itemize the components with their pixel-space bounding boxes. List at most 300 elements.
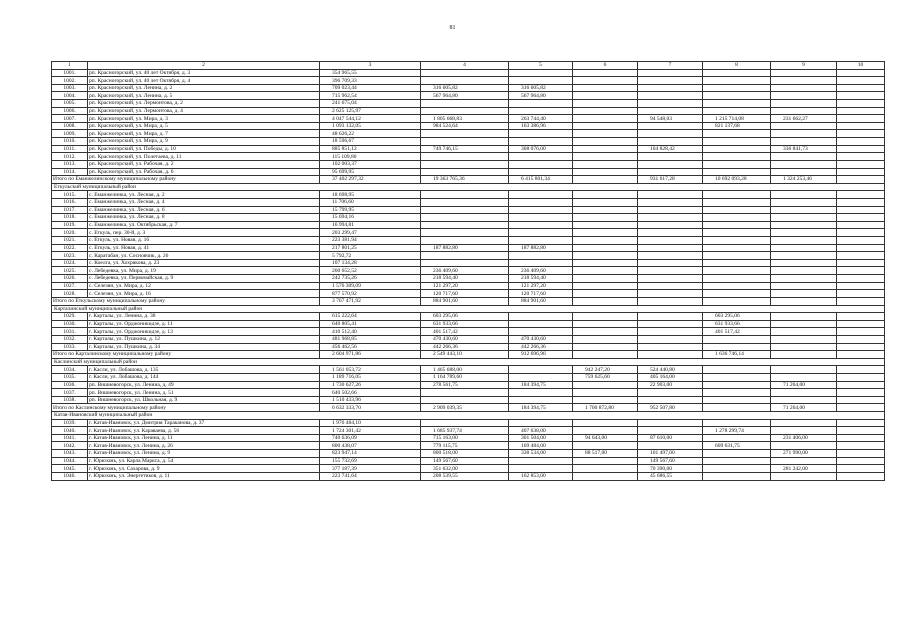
amount-cell [509,229,573,237]
amount-cell [638,214,703,222]
district-total-row [52,351,885,359]
amount-cell: 70 390,00 [638,465,703,473]
amount-cell [638,198,703,206]
amount-cell [421,168,509,176]
amount-cell: 1 215 714,08 [703,115,771,123]
address: с. Лебедевка, ул. Первомайская, д. 9 [88,275,320,283]
amount-cell: 631 933,66 [703,320,771,328]
amount-cell [421,389,509,397]
address: с. Коелга, ул. Хохрякова, д. 23 [88,259,320,267]
amount-cell [703,221,771,229]
amount-cell [771,130,837,138]
address: г. Карталы, ул. Орджоникидзе, д. 11 [88,320,320,328]
amount-cell [837,122,885,130]
amount-cell [837,244,885,252]
row-number: 1037. [52,389,88,397]
address: г. Карталы, ул. Пушкина, д. 12 [88,335,320,343]
amount-cell [837,465,885,473]
amount-cell [837,92,885,100]
district-header-row [52,412,885,420]
amount-cell: 203 299,47 [320,229,421,237]
amount-cell [421,198,509,206]
amount-cell [837,419,885,427]
amount-cell: 316 605,82 [421,84,509,92]
amount-cell: 396 709,33 [320,77,421,85]
address: с. Еткуль, ул. Новая, д. 16 [88,237,320,245]
amount-cell [573,229,638,237]
amount-cell [509,160,573,168]
total-cell [573,351,638,359]
amount-cell [771,313,837,321]
amount-cell [509,320,573,328]
amount-cell [837,335,885,343]
amount-cell [703,145,771,153]
amount-cell [421,153,509,161]
amount-cell [771,107,837,115]
amount-cell [771,221,837,229]
amount-cell [638,100,703,108]
amount-cell: 640 805,41 [320,320,421,328]
total-cell: 6 415 801,34 [509,176,573,184]
amount-cell [837,366,885,374]
address: г. Юрюзань, ул. Карла Маркса, д. 54 [88,457,320,465]
district-total-row [52,297,885,305]
table-row [52,259,885,267]
amount-cell: 217 801,25 [320,244,421,252]
amount-cell [837,275,885,283]
address: рп. Красногорский, ул. Мира, д. 3 [88,115,320,123]
table-row [52,328,885,336]
amount-cell [837,252,885,260]
capital-repair-table [51,61,885,481]
address: рп. Вишневогорск, ул. Ленина, д. 51 [88,389,320,397]
amount-cell [638,191,703,199]
amount-cell: 115 109,80 [320,153,421,161]
amount-cell: 715 163,00 [421,434,509,442]
table-row [52,145,885,153]
amount-cell [421,69,509,77]
total-cell: 71 264,00 [771,404,837,412]
table-row [52,84,885,92]
table-row [52,69,885,77]
row-number: 1015. [52,191,88,199]
amount-cell [421,419,509,427]
table-row [52,465,885,473]
amount-cell [573,381,638,389]
amount-cell [573,282,638,290]
amount-cell [771,252,837,260]
amount-cell [703,450,771,458]
amount-cell [837,434,885,442]
table-row [52,252,885,260]
amount-cell: 236 409,60 [421,267,509,275]
amount-cell: 338 534,00 [509,450,573,458]
amount-cell [837,206,885,214]
amount-cell [573,206,638,214]
amount-cell [703,366,771,374]
amount-cell: 208 539,55 [421,472,509,480]
table-row [52,343,885,351]
amount-cell: 149 567,60 [638,457,703,465]
amount-cell [421,229,509,237]
amount-cell [837,153,885,161]
row-number: 1007. [52,115,88,123]
amount-cell [573,84,638,92]
amount-cell: 155 732,69 [320,457,421,465]
address: г. Касли, ул. Лобашова, д. 144 [88,373,320,381]
amount-cell [509,259,573,267]
table-row [52,237,885,245]
amount-cell: 631 933,66 [421,320,509,328]
amount-cell: 759 625,60 [573,373,638,381]
row-number: 1016. [52,198,88,206]
amount-cell [573,313,638,321]
address: г. Юрюзань, ул. Энергетиков, д. 11 [88,472,320,480]
table-row [52,427,885,435]
amount-cell: 95 699,95 [320,168,421,176]
amount-cell: 567 964,80 [509,92,573,100]
amount-cell [771,244,837,252]
amount-cell: 800 518,00 [421,450,509,458]
row-number: 1006. [52,107,88,115]
amount-cell: 1 189 716,05 [320,373,421,381]
amount-cell [573,343,638,351]
amount-cell [771,229,837,237]
amount-cell [421,252,509,260]
row-number: 1020. [52,229,88,237]
amount-cell [638,206,703,214]
amount-cell [837,396,885,404]
address: г. Катав-Ивановск, ул. Ленина, д. 9 [88,450,320,458]
amount-cell: 162 853,00 [509,472,573,480]
address: с. Селезян, ул. Мира, д. 12 [88,282,320,290]
amount-cell: 163 386,96 [509,122,573,130]
row-number: 1040. [52,427,88,435]
amount-cell: 1 278 299,74 [703,427,771,435]
amount-cell: 823 947,14 [320,450,421,458]
row-number: 1002. [52,77,88,85]
table-row [52,275,885,283]
amount-cell: 609 631,75 [703,442,771,450]
total-cell: 2 909 039,35 [421,404,509,412]
address: с. Каратабан, ул. Сосновчик, д. 26 [88,252,320,260]
amount-cell: 407 638,00 [509,427,573,435]
table-row [52,389,885,397]
amount-cell [573,275,638,283]
amount-cell [573,130,638,138]
amount-cell: 121 297,20 [421,282,509,290]
amount-cell [638,237,703,245]
amount-cell: 442 266,36 [509,343,573,351]
amount-cell [771,259,837,267]
amount-cell [703,472,771,480]
amount-cell: 18 698,95 [320,191,421,199]
amount-cell [573,122,638,130]
row-number: 1019. [52,221,88,229]
table-body [52,62,885,481]
amount-cell [509,389,573,397]
amount-cell [703,107,771,115]
amount-cell: 15 799,95 [320,206,421,214]
address: с. Лебедевка, ул. Мира, д. 19 [88,267,320,275]
address: рп. Красногорский, ул. Мира, д. 5 [88,122,320,130]
total-cell [771,297,837,305]
amount-cell [573,214,638,222]
amount-cell [421,100,509,108]
amount-cell [771,122,837,130]
amount-cell: 231 406,00 [771,434,837,442]
amount-cell: 169 484,00 [509,442,573,450]
total-label: Итого по Еткульскому муниципальному району [52,297,320,305]
amount-cell [573,472,638,480]
address: с. Селезян, ул. Мира, д. 16 [88,290,320,298]
amount-cell [771,366,837,374]
amount-cell: 603 295,06 [703,313,771,321]
amount-cell [509,457,573,465]
total-cell [703,297,771,305]
amount-cell [771,214,837,222]
amount-cell: 2 625 125,97 [320,107,421,115]
amount-cell: 749 746,15 [421,145,509,153]
amount-cell [573,191,638,199]
amount-cell: 1 730 627,26 [320,381,421,389]
amount-cell [573,77,638,85]
column-number: 2 [88,62,320,70]
amount-cell [573,328,638,336]
amount-cell: 401 517,42 [421,328,509,336]
table-row [52,335,885,343]
table-row [52,396,885,404]
total-cell [703,404,771,412]
amount-cell [638,84,703,92]
table-row [52,206,885,214]
address: рп. Красногорский, ул. Победы, д. 10 [88,145,320,153]
total-cell: 931 617,28 [638,176,703,184]
amount-cell: 481 968,85 [320,335,421,343]
column-number: 6 [573,62,638,70]
total-cell: 1 636 746,14 [703,351,771,359]
table-row [52,130,885,138]
amount-cell [837,389,885,397]
amount-cell: 218 594,40 [421,275,509,283]
row-number: 1026. [52,275,88,283]
address: рп. Красногорский, ул. Лермонтова, д. 4 [88,107,320,115]
amount-cell [421,206,509,214]
total-cell: 3 767 471,92 [320,297,421,305]
address: рп. Красногорский, ул. Лермонтова, д. 2 [88,100,320,108]
amount-cell: 1 724 301,42 [320,427,421,435]
amount-cell [509,107,573,115]
amount-cell [837,168,885,176]
row-number: 1001. [52,69,88,77]
amount-cell: 241 675,04 [320,100,421,108]
address: рп. Красногорский, ул. Ленина, д. 2 [88,84,320,92]
address: г. Катав-Ивановск, ул. Ленина, д. 26 [88,442,320,450]
column-number: 1 [52,62,88,70]
amount-cell [771,419,837,427]
amount-cell [638,389,703,397]
amount-cell [837,320,885,328]
row-number: 1035. [52,373,88,381]
address: г. Карталы, ул. Орджоникидзе, д. 13 [88,328,320,336]
amount-cell [703,465,771,473]
amount-cell [837,100,885,108]
amount-cell [771,472,837,480]
amount-cell: 615 222,64 [320,313,421,321]
amount-cell [509,328,573,336]
row-number: 1032. [52,335,88,343]
amount-cell: 71 264,00 [771,381,837,389]
amount-cell [837,229,885,237]
row-number: 1038. [52,396,88,404]
table-row [52,419,885,427]
amount-cell [421,259,509,267]
amount-cell: 15 694,16 [320,214,421,222]
amount-cell [837,221,885,229]
table-row [52,373,885,381]
table-row [52,191,885,199]
amount-cell [703,198,771,206]
amount-cell [837,145,885,153]
amount-cell: 87 610,00 [638,434,703,442]
amount-cell [573,419,638,427]
amount-cell: 1 685 937,74 [421,427,509,435]
amount-cell [837,107,885,115]
amount-cell: 401 517,42 [703,328,771,336]
amount-cell [837,160,885,168]
total-cell: 6 632 333,70 [320,404,421,412]
amount-cell [703,69,771,77]
amount-cell [638,221,703,229]
amount-cell [837,381,885,389]
amount-cell: 1 465 688,00 [421,366,509,374]
amount-cell [771,160,837,168]
page-number: 81 [449,25,456,31]
amount-cell [837,457,885,465]
table-row [52,229,885,237]
column-number: 7 [638,62,703,70]
amount-cell [421,221,509,229]
amount-cell [573,168,638,176]
amount-cell [638,252,703,260]
table-row [52,313,885,321]
amount-cell: 5 792,72 [320,252,421,260]
row-number: 1029. [52,313,88,321]
amount-cell [771,328,837,336]
row-number: 1045. [52,465,88,473]
amount-cell [573,92,638,100]
row-number: 1043. [52,450,88,458]
amount-cell [771,100,837,108]
amount-cell: 18 596,67 [320,138,421,146]
amount-cell [638,92,703,100]
amount-cell [638,168,703,176]
amount-cell [573,320,638,328]
amount-cell [703,168,771,176]
amount-cell [771,457,837,465]
amount-cell [573,252,638,260]
amount-cell [638,427,703,435]
amount-cell: 984 524,64 [421,122,509,130]
amount-cell [573,221,638,229]
amount-cell [837,77,885,85]
amount-cell [573,115,638,123]
amount-cell [638,396,703,404]
amount-cell [638,267,703,275]
amount-cell [771,191,837,199]
amount-cell: 120 717,60 [509,290,573,298]
amount-cell [421,160,509,168]
amount-cell [703,252,771,260]
amount-cell: 223 741,64 [320,472,421,480]
amount-cell: 308 076,00 [509,145,573,153]
amount-cell [703,381,771,389]
amount-cell: 187 882,80 [509,244,573,252]
total-cell [837,297,885,305]
amount-cell: 354 965,55 [320,69,421,77]
row-number: 1033. [52,343,88,351]
amount-cell [837,427,885,435]
column-number: 9 [771,62,837,70]
amount-cell [509,138,573,146]
address: г. Юрюзань, ул. Сахарова, д. 9 [88,465,320,473]
total-cell: 19 363 765,36 [421,176,509,184]
table-row [52,381,885,389]
amount-cell: 120 717,60 [421,290,509,298]
amount-cell: 405 164,00 [638,373,703,381]
amount-cell: 121 297,20 [509,282,573,290]
amount-cell: 942 247,20 [573,366,638,374]
table-row [52,472,885,480]
address: г. Катав-Ивановск, ул. Караваева, д. 56 [88,427,320,435]
row-number: 1021. [52,237,88,245]
amount-cell [771,267,837,275]
amount-cell [509,465,573,473]
amount-cell [509,100,573,108]
table-row [52,434,885,442]
amount-cell [703,434,771,442]
district-name: Катав-Ивановский муниципальный район [52,412,885,420]
row-number: 1025. [52,267,88,275]
address: с. Еманжелинка, ул. Лесная, д. 4 [88,198,320,206]
table-row [52,450,885,458]
amount-cell [638,259,703,267]
amount-cell [771,77,837,85]
amount-cell [837,198,885,206]
amount-cell [837,69,885,77]
amount-cell [771,282,837,290]
amount-cell: 640 502,66 [320,389,421,397]
amount-cell [638,419,703,427]
amount-cell [421,396,509,404]
amount-cell [703,275,771,283]
amount-cell [703,237,771,245]
amount-cell [837,191,885,199]
amount-cell [509,69,573,77]
total-cell [837,351,885,359]
amount-cell: 470 430,60 [421,335,509,343]
column-number: 4 [421,62,509,70]
amount-cell [573,389,638,397]
row-number: 1024. [52,259,88,267]
amount-cell [703,290,771,298]
district-name: Карталинский муниципальный район [52,305,885,313]
amount-cell [638,244,703,252]
amount-cell [703,100,771,108]
amount-cell [837,328,885,336]
amount-cell [771,84,837,92]
district-total-row [52,176,885,184]
